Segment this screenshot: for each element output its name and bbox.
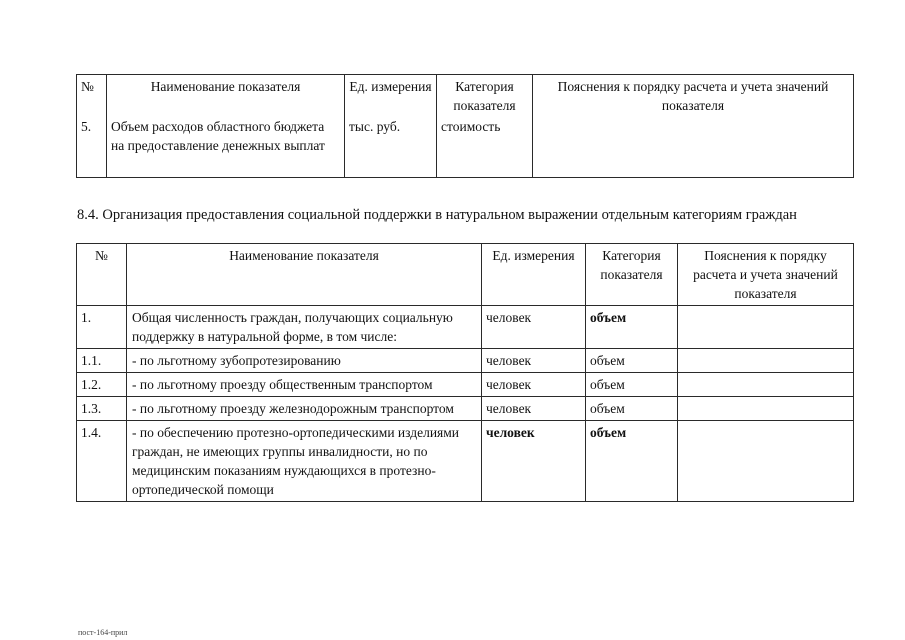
row-notes <box>678 306 854 349</box>
row-notes <box>533 115 854 178</box>
row-notes <box>678 421 854 502</box>
row-category: объем <box>586 306 678 349</box>
table-header-row <box>77 75 854 116</box>
row-category: объем <box>586 397 678 421</box>
row-num: 1. <box>77 306 127 349</box>
row-unit: человек <box>482 373 586 397</box>
natural-support-indicators-table <box>76 243 854 502</box>
row-category: объем <box>586 421 678 502</box>
row-name: Объем расходов областного бюджета на предоставление денежных выплат <box>107 115 345 178</box>
table-row <box>77 349 854 373</box>
header-unit: Ед. измерения <box>345 75 437 116</box>
table-header-row <box>77 244 854 306</box>
row-unit: тыс. руб. <box>345 115 437 178</box>
table-row <box>77 397 854 421</box>
row-unit: человек <box>482 306 586 349</box>
header-category: Категория показателя <box>586 244 678 306</box>
row-num: 1.3. <box>77 397 127 421</box>
header-name: Наименование показателя <box>107 75 345 116</box>
header-notes: Пояснения к порядку расчета и учета значений показателя <box>678 244 854 306</box>
indicators-table-continued <box>76 74 854 178</box>
row-unit: человек <box>482 397 586 421</box>
row-num: 1.1. <box>77 349 127 373</box>
table-row <box>77 115 854 178</box>
row-name: - по льготному проезду общественным транспортом <box>127 373 482 397</box>
row-num: 1.4. <box>77 421 127 502</box>
header-notes: Пояснения к порядку расчета и учета значений показателя <box>533 75 854 116</box>
table-row <box>77 306 854 349</box>
row-notes <box>678 349 854 373</box>
table-row <box>77 373 854 397</box>
row-unit: человек <box>482 349 586 373</box>
row-num: 1.2. <box>77 373 127 397</box>
header-name: Наименование показателя <box>127 244 482 306</box>
row-name: - по льготному зубопротезированию <box>127 349 482 373</box>
header-num: № <box>77 244 127 306</box>
section-title: 8.4. Организация предоставления социальной поддержки в натуральном выражении отдельным категориям граждан <box>77 207 797 223</box>
row-name: - по обеспечению протезно-ортопедическими изделиями граждан, не имеющих группы инвалидности, но по медицинским показаниям нуждающихся в протезно-ортопедической помощи <box>127 421 482 502</box>
row-unit: человек <box>482 421 586 502</box>
row-notes <box>678 397 854 421</box>
row-category: объем <box>586 349 678 373</box>
row-num: 5. <box>77 115 107 178</box>
header-num: № <box>77 75 107 116</box>
table-row <box>77 421 854 502</box>
footer-file-note: пост-164-прил <box>78 628 128 637</box>
row-category: стоимость <box>437 115 533 178</box>
header-unit: Ед. измерения <box>482 244 586 306</box>
row-notes <box>678 373 854 397</box>
header-category: Категория показателя <box>437 75 533 116</box>
row-name: - по льготному проезду железнодорожным транспортом <box>127 397 482 421</box>
row-name: Общая численность граждан, получающих социальную поддержку в натуральной форме, в том числе: <box>127 306 482 349</box>
row-category: объем <box>586 373 678 397</box>
